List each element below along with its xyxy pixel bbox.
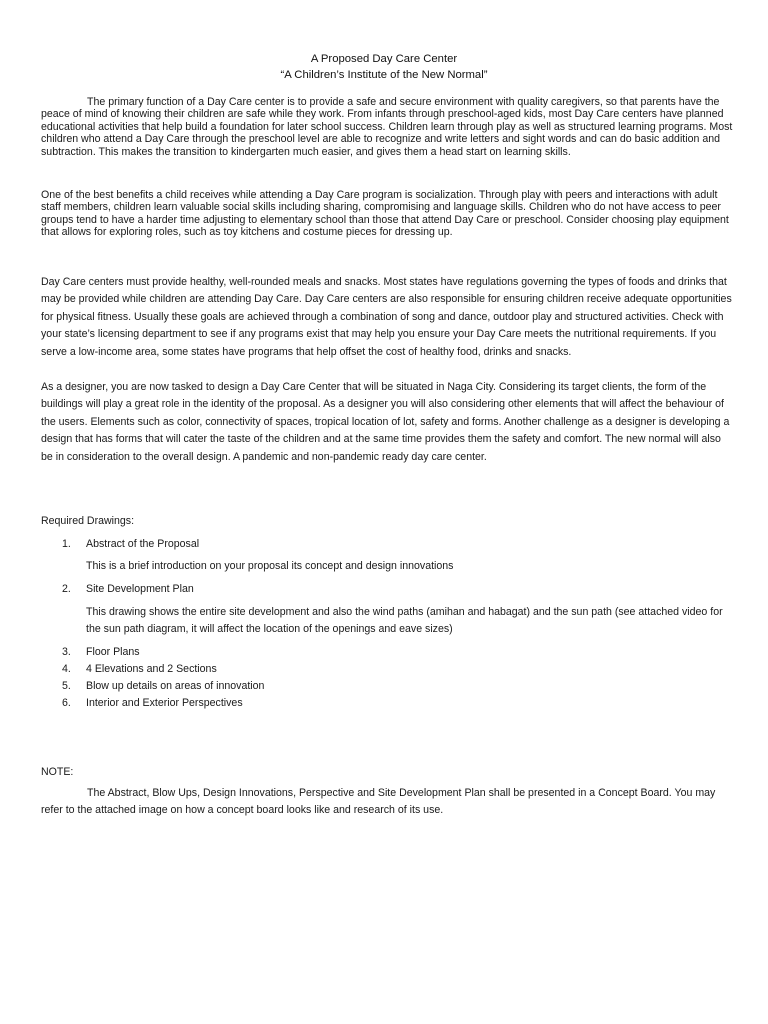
list-item-description: This is a brief introduction on your proposal its concept and design innovations bbox=[86, 560, 454, 572]
list-item bbox=[62, 662, 722, 676]
note-label: NOTE: bbox=[41, 766, 74, 778]
list-text: Abstract of the Proposal bbox=[86, 538, 200, 550]
list-item bbox=[62, 696, 722, 710]
list-number: 6. bbox=[62, 697, 71, 709]
list-item bbox=[62, 645, 722, 659]
list-number: 5. bbox=[62, 680, 71, 692]
list-text: 4 Elevations and 2 Sections bbox=[86, 663, 217, 675]
paragraph-socialization: One of the best benefits a child receives while attending a Day Care program is socialization. Through play with peers and interactions with adult staff members, children learn valuable social skills including sharing, compromising and language skills. Children who do not have access to peer groups tend to have a harder time adjusting to elementary school than those that attend Day Care or preschool. Consider choosing play equipment that allows for exploring roles, such as toy kitchens and costume pieces for dressing up. bbox=[41, 189, 729, 239]
document-subtitle: “A Children’s Institute of the New Normal” bbox=[280, 69, 488, 81]
list-number: 4. bbox=[62, 663, 71, 675]
list-item-description: This drawing shows the entire site development and also the wind paths (amihan and habagat) and the sun path (see attached video for the sun path diagram, it will affect the location of the openings and eave sizes) bbox=[86, 606, 723, 636]
paragraph-design-task: As a designer, you are now tasked to design a Day Care Center that will be situated in Naga City. Considering its target clients, the form of the buildings will play a great role in the identity of the proposal. As a designer you will also considering other elements that will affect the behaviour of the users. Elements such as color, connectivity of spaces, tropical location of lot, safety and forms. Another challenge as a designer is developing a design that has forms that will cater the taste of the children and at the same time provides them the safety and comfort. The new normal will also be in consideration to the overall design. A pandemic and non-pandemic ready day care center. bbox=[41, 381, 730, 463]
required-drawings-label: Required Drawings: bbox=[41, 515, 135, 527]
list-item bbox=[62, 679, 722, 693]
list-item bbox=[62, 537, 722, 551]
list-number: 1. bbox=[62, 538, 71, 550]
list-text: Site Development Plan bbox=[86, 583, 194, 595]
list-item bbox=[62, 582, 722, 596]
list-number: 3. bbox=[62, 646, 71, 658]
list-number: 2. bbox=[62, 583, 71, 595]
list-text: Floor Plans bbox=[86, 646, 140, 658]
note-text: The Abstract, Blow Ups, Design Innovations, Perspective and Site Development Plan shall be presented in a Concept Board. You may refer to the attached image on how a concept board looks like and research of its use. bbox=[41, 787, 716, 817]
list-text: Blow up details on areas of innovation bbox=[86, 680, 265, 692]
paragraph-nutrition: Day Care centers must provide healthy, well-rounded meals and snacks. Most states have regulations governing the types of foods and drinks that may be provided while children are attending Day Care. Day Care centers are also responsible for ensuring children receive adequate opportunities for physical fitness. Usually these goals are achieved through a combination of song and dance, outdoor play and structured activities. Check with your state’s licensing department to see if any programs exist that may help you ensure your Day Care meets the nutritional requirements. If you serve a low-income area, some states have programs that help offset the cost of healthy food, drinks and snacks. bbox=[41, 276, 732, 358]
paragraph-intro: The primary function of a Day Care center is to provide a safe and secure environment with quality caregivers, so that parents have the peace of mind of knowing their children are safe while they work. From infants through preschool-aged kids, most Day Care centers have planned educational activities that help build a foundation for later school success. Children learn through play as well as structured learning programs. Most children who attend a Day Care through the preschool level are able to recognize and write letters and sight words and can do basic addition and subtraction. This makes the transition to kindergarten much easier, and gives them a head start on learning skills. bbox=[41, 96, 733, 158]
document-title: A Proposed Day Care Center bbox=[310, 53, 458, 65]
list-text: Interior and Exterior Perspectives bbox=[86, 697, 243, 709]
